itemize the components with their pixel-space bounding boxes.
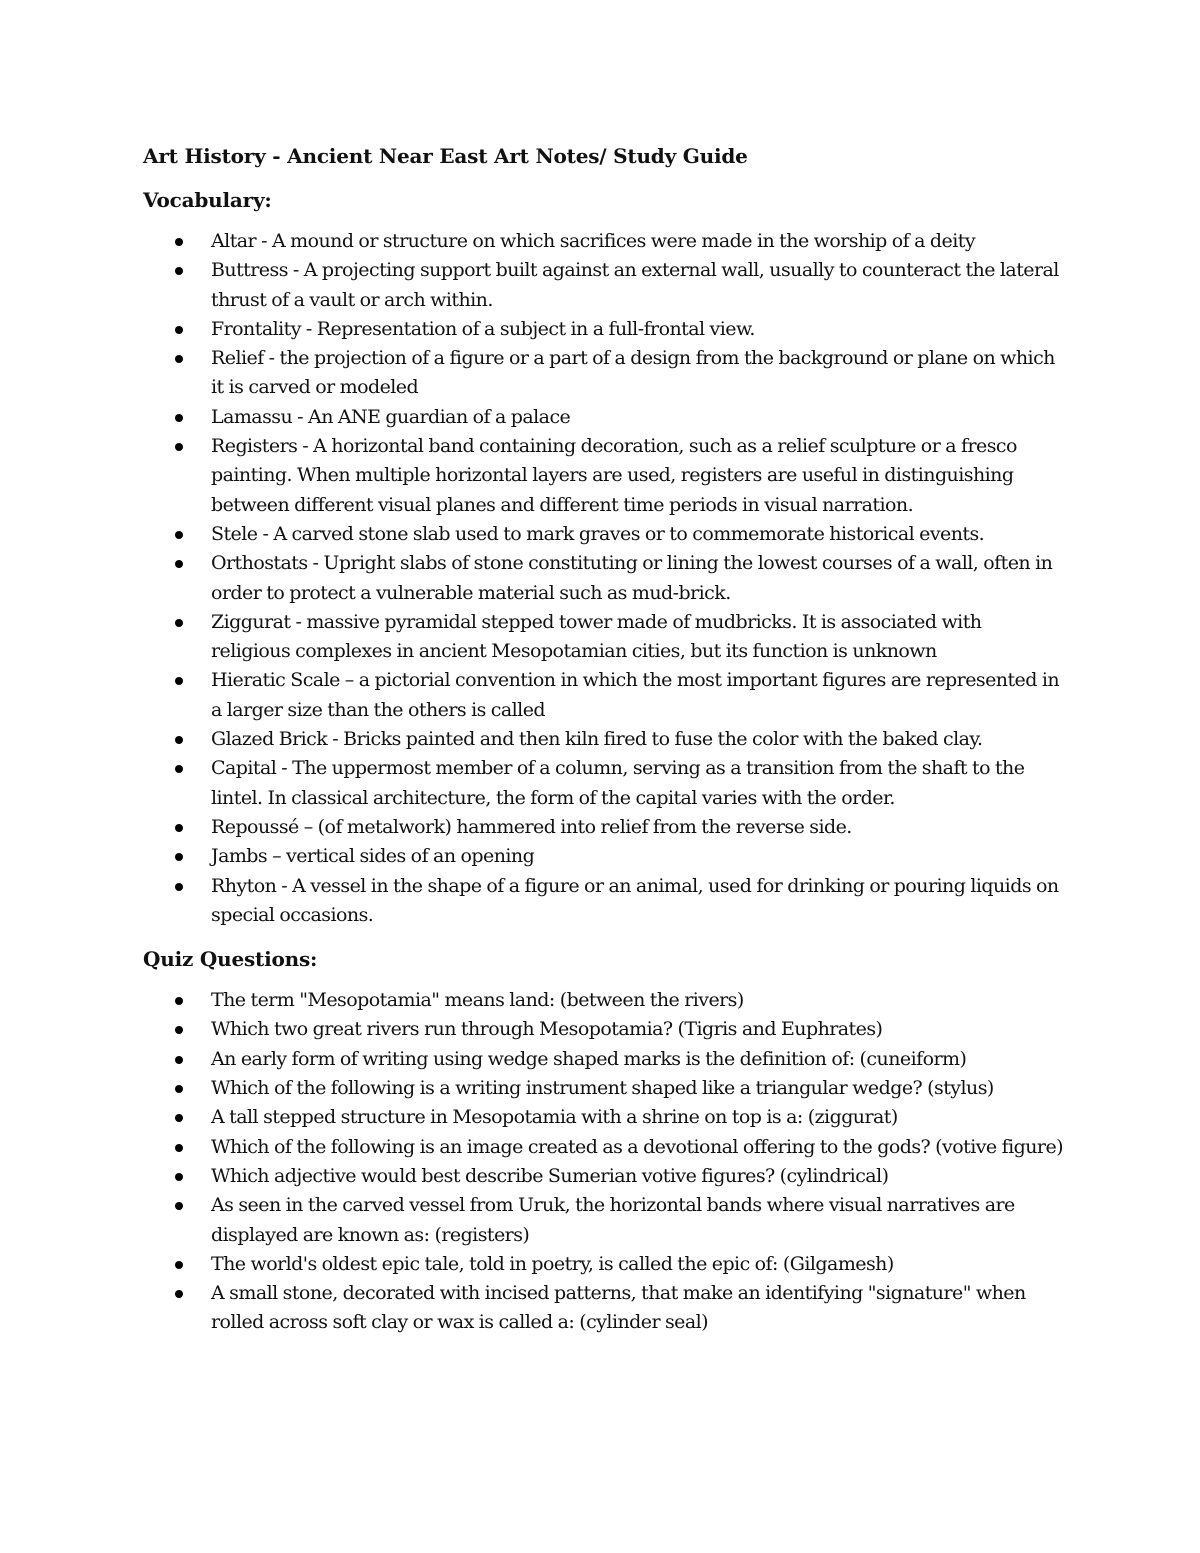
bullet-icon xyxy=(175,1085,183,1093)
vocabulary-item-text: Repoussé – (of metalwork) hammered into relief from the reverse side. xyxy=(211,815,852,838)
vocabulary-item-text: Relief - the projection of a figure or a part of a design from the background or plane on which it is carved or modeled xyxy=(211,347,1055,399)
bullet-icon xyxy=(175,560,183,568)
quiz-item-text: Which adjective would best describe Sumerian votive figures? (cylindrical) xyxy=(211,1164,889,1187)
quiz-item xyxy=(143,1191,1063,1250)
vocabulary-item-text: Hieratic Scale – a pictorial convention in which the most important figures are represented in a larger size than the others is called xyxy=(211,669,1060,721)
quiz-item-text: Which of the following is an image created as a devotional offering to the gods? (votive figure) xyxy=(211,1135,1063,1158)
quiz-item xyxy=(143,1250,1063,1279)
quiz-heading: Quiz Questions: xyxy=(143,947,318,972)
bullet-icon xyxy=(175,443,183,451)
quiz-item-text: An early form of writing using wedge shaped marks is the definition of: (cuneiform) xyxy=(211,1047,967,1070)
vocabulary-item-text: Capital - The uppermost member of a column, serving as a transition from the shaft to the lintel. In classical architecture, the form of the capital varies with the order. xyxy=(211,757,1025,809)
vocabulary-item-text: Frontality - Representation of a subject in a full-frontal view. xyxy=(211,317,755,340)
quiz-item xyxy=(143,1162,1063,1191)
bullet-icon xyxy=(175,1114,183,1122)
vocabulary-item xyxy=(143,344,1063,403)
quiz-item-text: A tall stepped structure in Mesopotamia with a shrine on top is a: (ziggurat) xyxy=(211,1106,898,1129)
vocabulary-item xyxy=(143,842,1063,871)
bullet-icon xyxy=(175,1290,183,1298)
bullet-icon xyxy=(175,619,183,627)
bullet-icon xyxy=(175,1026,183,1034)
bullet-icon xyxy=(175,267,183,275)
quiz-list xyxy=(143,986,1063,1338)
vocabulary-item xyxy=(143,813,1063,842)
bullet-icon xyxy=(175,1144,183,1152)
vocabulary-item xyxy=(143,227,1063,256)
vocabulary-item-text: Registers - A horizontal band containing decoration, such as a relief sculpture or a fresco painting. When multiple horizontal layers are used, registers are useful in distinguishing between different visual planes and different time periods in visual narration. xyxy=(211,435,1017,516)
quiz-item xyxy=(143,986,1063,1015)
vocabulary-heading: Vocabulary: xyxy=(143,188,272,212)
document-title: Art History - Ancient Near East Art Notes/ Study Guide xyxy=(143,144,748,168)
vocabulary-item xyxy=(143,754,1063,813)
bullet-icon xyxy=(175,736,183,744)
quiz-item-text: The world's oldest epic tale, told in poetry, is called the epic of: (Gilgamesh) xyxy=(211,1252,894,1275)
bullet-icon xyxy=(175,883,183,891)
quiz-item-text: Which of the following is a writing instrument shaped like a triangular wedge? (stylus) xyxy=(211,1077,994,1100)
quiz-item xyxy=(143,1015,1063,1044)
bullet-icon xyxy=(175,997,183,1005)
vocabulary-item-text: Buttress - A projecting support built against an external wall, usually to counteract the lateral thrust of a vault or arch within. xyxy=(211,259,1059,311)
vocabulary-item xyxy=(143,520,1063,549)
bullet-icon xyxy=(175,1202,183,1210)
vocabulary-list xyxy=(143,227,1063,930)
bullet-icon xyxy=(175,1056,183,1064)
vocabulary-item-text: Orthostats - Upright slabs of stone constituting or lining the lowest courses of a wall, often in order to protect a vulnerable material such as mud-brick. xyxy=(211,552,1053,604)
quiz-item-text: A small stone, decorated with incised patterns, that make an identifying "signature" when rolled across soft clay or wax is called a: (cylinder seal) xyxy=(211,1282,1026,1334)
bullet-icon xyxy=(175,1261,183,1269)
vocabulary-item-text: Stele - A carved stone slab used to mark graves or to commemorate historical events. xyxy=(211,522,985,545)
bullet-icon xyxy=(175,1173,183,1181)
vocabulary-item-text: Rhyton - A vessel in the shape of a figure or an animal, used for drinking or pouring liquids on special occasions. xyxy=(211,874,1059,926)
bullet-icon xyxy=(175,824,183,832)
bullet-icon xyxy=(175,238,183,246)
quiz-item xyxy=(143,1074,1063,1103)
vocabulary-item-text: Jambs – vertical sides of an opening xyxy=(211,845,535,868)
quiz-item-text: The term "Mesopotamia" means land: (between the rivers) xyxy=(211,989,744,1012)
quiz-item xyxy=(143,1103,1063,1132)
bullet-icon xyxy=(175,414,183,422)
vocabulary-item xyxy=(143,256,1063,315)
vocabulary-item-text: Altar - A mound or structure on which sacrifices were made in the worship of a deity xyxy=(211,230,976,252)
bullet-icon xyxy=(175,531,183,539)
bullet-icon xyxy=(175,765,183,773)
bullet-icon xyxy=(175,853,183,861)
vocabulary-item xyxy=(143,666,1063,725)
vocabulary-item xyxy=(143,725,1063,754)
vocabulary-item xyxy=(143,403,1063,432)
quiz-item-text: As seen in the carved vessel from Uruk, the horizontal bands where visual narratives are displayed are known as: (registers) xyxy=(211,1194,1015,1246)
vocabulary-item xyxy=(143,315,1063,344)
vocabulary-item xyxy=(143,549,1063,608)
vocabulary-item-text: Glazed Brick - Bricks painted and then kiln fired to fuse the color with the baked clay. xyxy=(211,728,983,751)
document-body xyxy=(143,141,1063,1352)
quiz-item-text: Which two great rivers run through Mesopotamia? (Tigris and Euphrates) xyxy=(211,1018,883,1041)
quiz-item xyxy=(143,1045,1063,1074)
quiz-item xyxy=(143,1279,1063,1338)
vocabulary-item xyxy=(143,872,1063,931)
bullet-icon xyxy=(175,355,183,363)
bullet-icon xyxy=(175,326,183,334)
vocabulary-item-text: Lamassu - An ANE guardian of a palace xyxy=(211,405,571,428)
quiz-item xyxy=(143,1133,1063,1162)
bullet-icon xyxy=(175,677,183,685)
vocabulary-item xyxy=(143,432,1063,520)
vocabulary-item xyxy=(143,608,1063,667)
vocabulary-item-text: Ziggurat - massive pyramidal stepped tower made of mudbricks. It is associated with religious complexes in ancient Mesopotamian cities, but its function is unknown xyxy=(211,610,982,663)
